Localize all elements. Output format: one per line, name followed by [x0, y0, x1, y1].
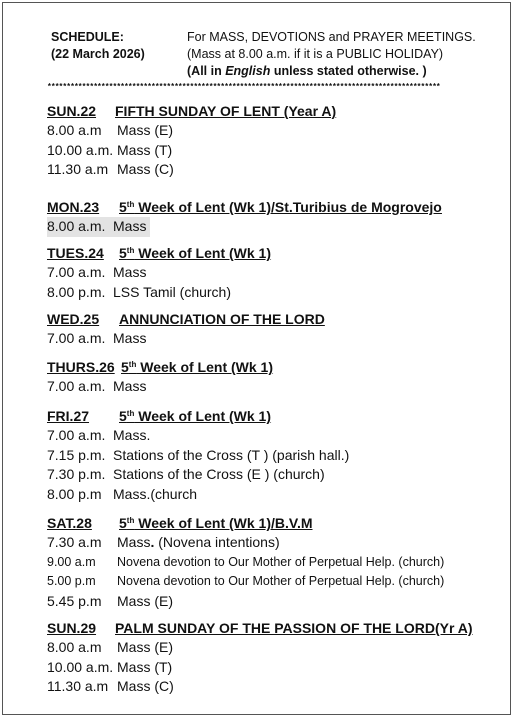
schedule-row	[47, 446, 507, 466]
row-desc: Stations of the Cross (E ) (church)	[113, 466, 325, 482]
day-label: WED.25	[47, 311, 100, 327]
schedule-row	[47, 638, 507, 658]
day-title: PALM SUNDAY OF THE PASSION OF THE LORD(Yr A)	[115, 620, 473, 636]
schedule-row	[47, 658, 507, 678]
highlighted-entry	[47, 217, 150, 237]
day-block-fri27	[47, 406, 507, 504]
row-time: 5.00 p.m	[47, 574, 96, 588]
day-header	[47, 513, 507, 533]
row-desc: Novena devotion to Our Mother of Perpetual Help. (church)	[117, 574, 445, 588]
schedule-row	[47, 160, 507, 180]
day-title: 5th Week of Lent (Wk 1)	[119, 245, 272, 261]
row-desc: Mass	[113, 264, 147, 280]
schedule-row	[47, 677, 507, 697]
row-desc: Mass (E)	[117, 592, 173, 609]
row-time: 7.00 a.m.	[47, 378, 106, 394]
schedule-row	[47, 592, 507, 612]
schedule-row	[47, 263, 507, 283]
day-block-wed25	[47, 309, 507, 349]
row-desc: Novena devotion to Our Mother of Perpetual Help. (church)	[117, 554, 445, 569]
schedule-row	[47, 377, 507, 397]
row-time: 5.45 p.m	[47, 592, 102, 609]
day-block-tues24	[47, 243, 507, 302]
day-label: FRI.27	[47, 408, 90, 424]
row-time: 10.00 a.m.	[47, 658, 114, 675]
schedule-row	[47, 217, 507, 237]
notes-line-3: (All in English unless stated otherwise. )	[187, 64, 427, 78]
day-label: SUN.22	[47, 103, 97, 119]
day-header	[47, 197, 507, 217]
row-desc: Mass	[113, 330, 147, 346]
day-header	[47, 243, 507, 263]
day-title: ANNUNCIATION OF THE LORD	[119, 311, 325, 327]
schedule-notes	[187, 29, 507, 80]
day-title: 5th Week of Lent (Wk 1)	[119, 408, 272, 424]
row-desc: Mass.(church	[113, 485, 198, 502]
schedule-date: (22 March 2026)	[51, 47, 145, 61]
notes-line-2: (Mass at 8.00 a.m. if it is a PUBLIC HOLIDAY)	[187, 47, 444, 61]
row-time: 8.00 a.m	[47, 639, 102, 655]
row-desc: Mass (E)	[117, 639, 173, 655]
schedule-heading	[51, 29, 145, 63]
row-desc: Mass (C)	[117, 161, 174, 177]
notes-line-1: For MASS, DEVOTIONS and PRAYER MEETINGS.	[187, 30, 476, 44]
row-desc: Mass (T)	[117, 141, 173, 158]
row-time: 10.00 a.m.	[47, 141, 114, 158]
row-time: 7.15 p.m.	[47, 446, 106, 463]
row-time: 9.00 a.m	[47, 554, 96, 569]
day-title: FIFTH SUNDAY OF LENT (Year A)	[115, 103, 337, 119]
schedule-row	[47, 533, 507, 553]
schedule-label: SCHEDULE:	[51, 30, 124, 44]
day-label: SUN.29	[47, 620, 97, 636]
row-time: 8.00 a.m.	[47, 218, 106, 234]
day-header	[47, 406, 507, 426]
row-desc: Mass	[113, 378, 147, 394]
row-time: 7.00 a.m.	[47, 330, 106, 346]
schedule-page	[2, 2, 511, 715]
row-time: 7.00 a.m.	[47, 427, 106, 443]
day-block-thurs26	[47, 357, 507, 397]
day-header	[47, 618, 507, 638]
row-desc: Mass (T)	[117, 658, 173, 675]
schedule-row	[47, 572, 507, 592]
day-header	[47, 101, 507, 121]
day-title: 5th Week of Lent (Wk 1)	[121, 359, 274, 375]
row-desc: LSS Tamil (church)	[113, 283, 232, 300]
day-header	[47, 309, 507, 329]
row-desc: Mass.	[113, 427, 151, 443]
day-title: 5th Week of Lent (Wk 1)/St.Turibius de Mogrovejo	[119, 199, 442, 215]
day-label: THURS.26	[47, 359, 115, 375]
schedule-row	[47, 465, 507, 485]
row-desc: Mass (C)	[117, 678, 174, 694]
row-time: 11.30 a.m	[47, 161, 109, 177]
day-block-mon23	[47, 197, 507, 237]
schedule-row	[47, 283, 507, 303]
day-label: SAT.28	[47, 515, 92, 531]
row-desc: Mass (E)	[117, 122, 173, 138]
day-label: TUES.24	[47, 245, 104, 261]
day-block-sun29	[47, 618, 507, 697]
row-time: 8.00 p.m.	[47, 283, 106, 300]
day-title: 5th Week of Lent (Wk 1)/B.V.M	[119, 515, 313, 531]
row-time: 7.30 a.m	[47, 534, 102, 550]
row-desc: Mass. (Novena intentions)	[117, 534, 280, 550]
row-time: 11.30 a.m	[47, 678, 109, 694]
schedule-row	[47, 426, 507, 446]
row-time: 8.00 a.m	[47, 122, 102, 138]
row-time: 8.00 p.m	[47, 485, 102, 502]
day-block-sat28	[47, 513, 507, 611]
schedule-row	[47, 329, 507, 349]
day-header	[47, 357, 507, 377]
schedule-row	[47, 141, 507, 161]
schedule-row	[47, 485, 507, 505]
row-desc: Stations of the Cross (T ) (parish hall.)	[113, 446, 350, 463]
schedule-row	[47, 553, 507, 573]
day-block-sun22	[47, 101, 507, 180]
row-time: 7.30 p.m.	[47, 466, 106, 482]
star-separator: ******************************************************************************************************	[47, 83, 440, 92]
day-label: MON.23	[47, 199, 100, 215]
row-desc: Mass	[113, 218, 147, 234]
schedule-row	[47, 121, 507, 141]
row-time: 7.00 a.m.	[47, 264, 106, 280]
